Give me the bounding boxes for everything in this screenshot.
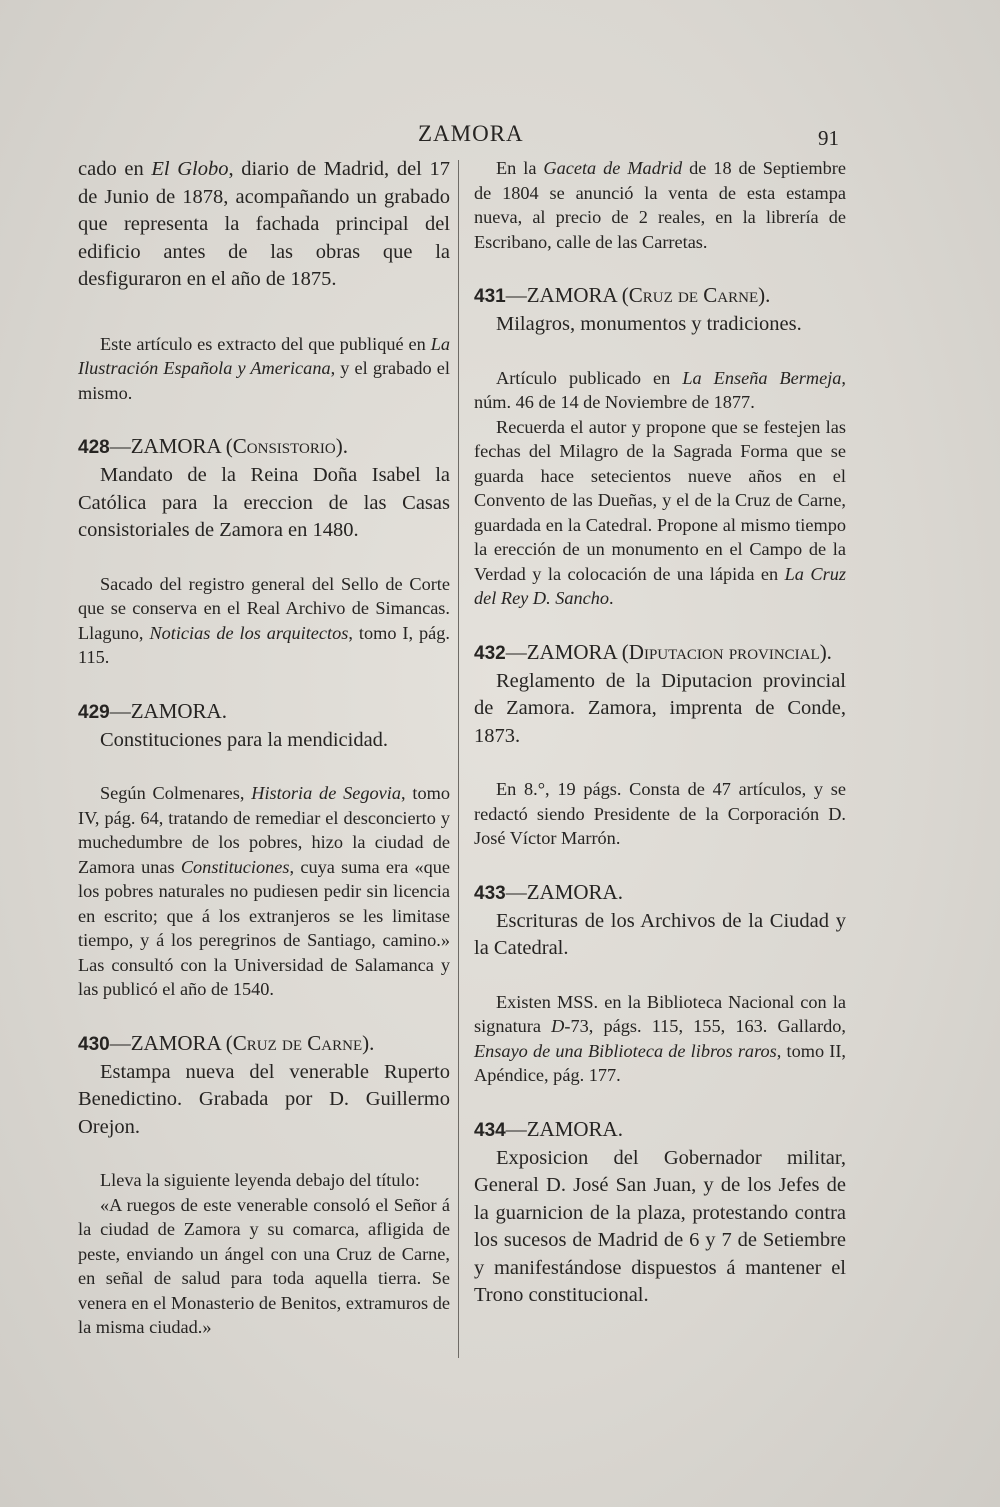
text: ). — [362, 1030, 375, 1055]
continued-paragraph — [78, 156, 450, 294]
text: —ZAMORA ( — [505, 639, 629, 664]
text: —ZAMORA ( — [505, 283, 629, 307]
text: , cuya suma era «que los pobres naturales no pudiesen pedir sin licencia en escrito; que á los extranjeros se les limitase tiempo, y á los peregrinos de Santiago, camino.» Las consultó con la Universidad de Salamanca y las publicó el año de 1540. — [78, 856, 450, 999]
entry-number: 428 — [78, 437, 110, 458]
subject: Diputacion provincial — [628, 639, 820, 664]
running-title: ZAMORA — [418, 121, 524, 146]
book-title: Historia de Segovia — [251, 783, 402, 803]
entry-428-heading — [78, 432, 450, 462]
bibliographic-note — [78, 332, 450, 406]
text: , y el grabado el mismo. — [78, 358, 450, 403]
subject: Cruz de Carne — [628, 283, 759, 307]
periodical-title: El Globo — [151, 158, 229, 180]
entry-431-note-cont — [474, 415, 846, 611]
entry-432-note: En 8.°, 19 págs. Consta de 47 artículos, y se redactó siendo Presidente de la Corporación D. José Víctor Marrón. — [474, 779, 846, 848]
periodical-title: La Ilustración Española y Americana — [78, 333, 450, 378]
text: cado en — [78, 158, 152, 180]
text: Este artículo es extracto del que publiqué en — [100, 333, 431, 354]
entry-433-heading — [474, 878, 846, 908]
text: Sacado del registro general del Sello de Corte que se conserva en el Real Archivo de Simancas. Llaguno, — [78, 573, 450, 643]
entry-430-continued-note — [474, 156, 846, 254]
text: —ZAMORA. — [109, 698, 227, 723]
text: En la — [496, 158, 544, 178]
entry-number: 432 — [474, 642, 506, 664]
text: , tomo IV, pág. 64, tratando de remediar el desconcierto y muchedumbre de los pobres, hizo la ciudad de Zamora unas — [78, 783, 450, 877]
subject: Cruz de Carne — [232, 1030, 363, 1055]
text: ). — [819, 639, 832, 664]
text: de 18 de Septiembre de 1804 se anunció la venta de esta estampa nueva, al precio de 2 reales, en la librería de Escribano, calle de las Carretas. — [474, 158, 846, 252]
entry-number: 431 — [474, 286, 506, 307]
entry-429-note — [78, 781, 450, 1002]
entry-430-note: Lleva la siguiente leyenda debajo del título: — [100, 1170, 420, 1190]
entry-434-heading — [474, 1115, 846, 1145]
entry-429-heading — [78, 697, 450, 727]
signature-letter: D — [551, 1016, 565, 1036]
right-column — [474, 156, 846, 1310]
book-title: Ensayo de una Biblioteca de libros raros — [474, 1040, 777, 1061]
periodical-title: Gaceta de Madrid — [543, 158, 683, 178]
text: —ZAMORA ( — [109, 1030, 233, 1055]
text: Artículo publicado en — [496, 367, 683, 388]
entry-432-description: Reglamento de la Diputacion provincial de Zamora. Zamora, imprenta de Conde, 1873. — [474, 669, 846, 747]
entry-431-description: Milagros, monumentos y tradiciones. — [496, 313, 802, 335]
text: , diario de Madrid, del 17 de Junio de 1878, acompañando un grabado que representa la fachada principal del edificio antes de las obras que la desfiguraron en el año de 1875. — [78, 158, 451, 290]
periodical-title: La Enseña Bermeja — [682, 367, 842, 388]
text: Según Colmenares, — [100, 783, 252, 803]
text: ). — [335, 434, 348, 458]
document-title: Constituciones — [180, 856, 290, 877]
text: Recuerda el autor y propone que se festejen las fechas del Milagro de la Sagrada Forma que se guarda hace setecientos nueve años en el Convento de las Dueñas, y el de la Cruz de Carne, guardada en la Catedral. Propone al mismo tiempo la erección de un monumento en el Campo de la Verdad y la colocación de una lápida en — [474, 416, 846, 584]
entry-433-description: Escrituras de los Archivos de la Ciudad y la Catedral. — [474, 909, 846, 959]
inscription-title: La Cruz del Rey D. Sancho — [474, 563, 846, 608]
text: —ZAMORA. — [505, 879, 623, 904]
left-column — [78, 156, 450, 1340]
text: —ZAMORA. — [505, 1116, 623, 1141]
entry-430-quote: «A ruegos de este venerable consoló el Señor á la ciudad de Zamora y su comarca, afligida de peste, enviando un ángel con una Cruz de Carne, en señal de salud para toda aquella tierra. Se venera en el Monasterio de Benitos, extramuros de la misma ciudad.» — [78, 1194, 450, 1337]
entry-431-heading — [474, 281, 846, 311]
entry-number: 434 — [474, 1119, 506, 1141]
entry-430-heading — [78, 1029, 450, 1059]
entry-434-description: Exposicion del Gobernador militar, General D. José San Juan, y de los Jefes de la guarnicion de la plaza, protestando contra los sucesos de Madrid de 6 y 7 de Setiembre y manifestándose dispuestos á mantener el Trono constitucional. — [474, 1146, 846, 1306]
entry-432-heading — [474, 638, 846, 668]
text: , núm. 46 de 14 de Noviembre de 1877. — [474, 367, 846, 412]
text: Existen MSS. en la Biblioteca Nacional con la signatura — [474, 991, 846, 1036]
entry-number: 430 — [78, 1033, 110, 1055]
page-number: 91 — [818, 126, 839, 150]
book-title: Noticias de los arquitectos — [149, 622, 349, 643]
entry-433-note — [474, 990, 846, 1088]
entry-428-description: Mandato de la Reina Doña Isabel la Católica para la ereccion de las Casas consistoriales de Zamora en 1480. — [78, 464, 450, 541]
text: , tomo I, pág. 115. — [78, 622, 450, 667]
text: , tomo II, Apéndice, pág. 177. — [474, 1040, 846, 1085]
column-rule — [458, 160, 459, 1358]
text: —ZAMORA ( — [109, 434, 233, 458]
subject: Consistorio — [232, 434, 336, 458]
text: . — [609, 588, 614, 608]
text: ). — [758, 283, 771, 307]
entry-430-description: Estampa nueva del venerable Ruperto Benedictino. Grabada por D. Guillermo Orejon. — [78, 1060, 450, 1138]
entry-428-note — [78, 572, 450, 670]
entry-431-note — [474, 366, 846, 415]
entry-number: 429 — [78, 701, 110, 723]
entry-429-description: Constituciones para la mendicidad. — [100, 728, 389, 751]
entry-number: 433 — [474, 882, 506, 904]
text: -73, págs. 115, 155, 163. Gallardo, — [564, 1016, 846, 1036]
